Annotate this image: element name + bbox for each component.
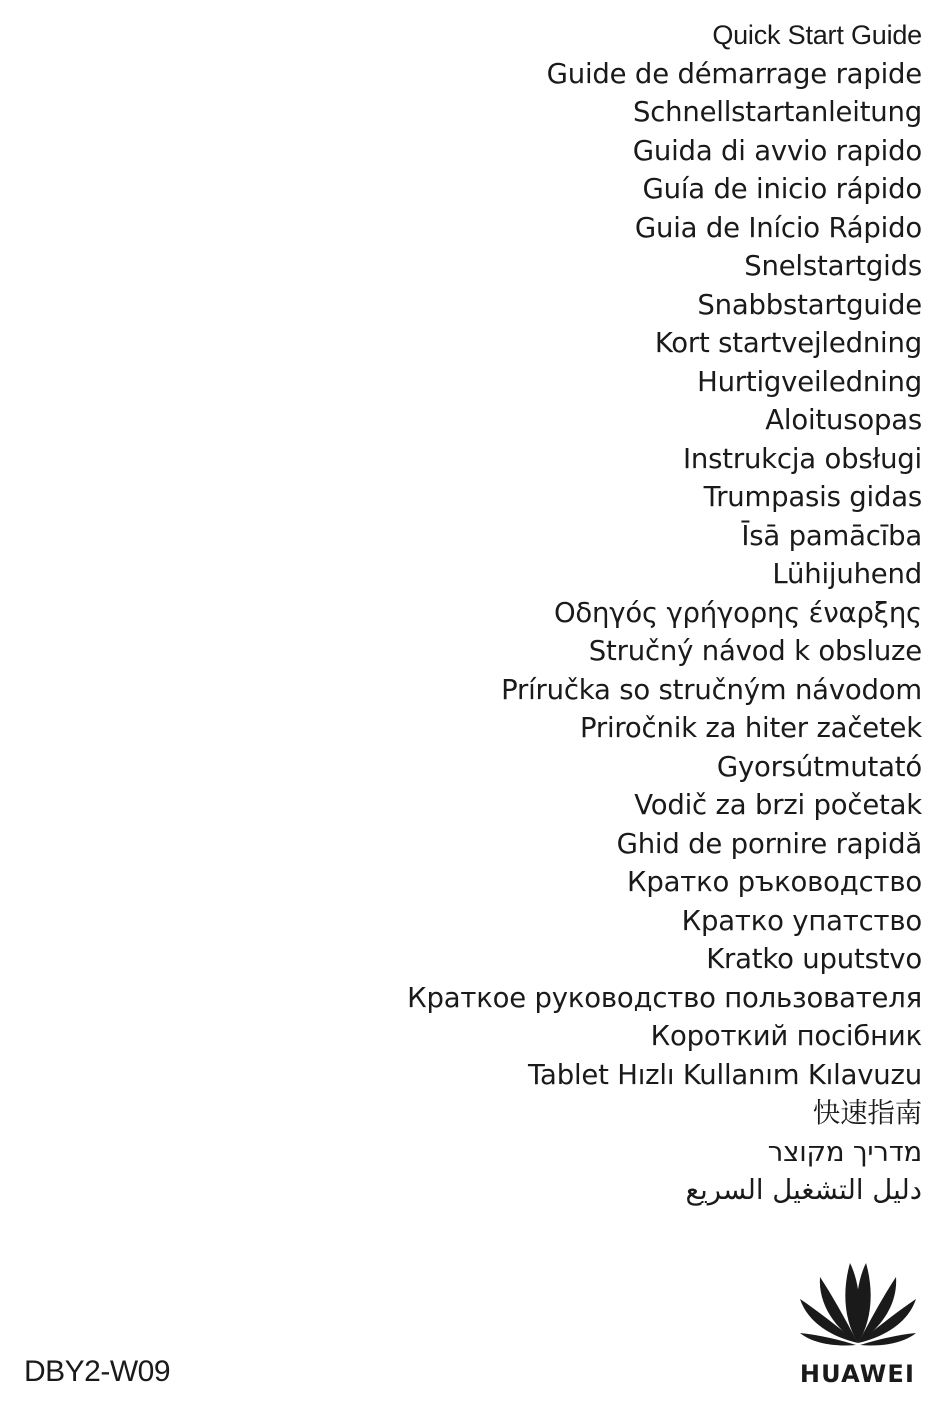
title-serbian: Kratko uputstvo — [706, 943, 922, 975]
title-estonian: Lühijuhend — [772, 558, 922, 590]
model-number: DBY2-W09 — [24, 1355, 171, 1388]
title-english: Quick Start Guide — [712, 20, 922, 50]
guide-title-list — [22, 16, 922, 1210]
title-macedonian: Кратко упатство — [681, 904, 922, 937]
title-german: Schnellstartanleitung — [632, 96, 922, 128]
title-arabic — [22, 1171, 922, 1210]
title-hebrew-text: מדריך מקוצר — [767, 1135, 922, 1168]
brand-name: HUAWEI — [799, 1360, 916, 1388]
title-hebrew — [22, 1133, 922, 1172]
title-dutch: Snelstartgids — [744, 250, 922, 282]
title-danish: Kort startvejledning — [654, 327, 922, 359]
title-finnish: Aloitusopas — [765, 404, 922, 436]
title-czech: Stručný návod k obsluze — [588, 635, 922, 667]
title-chinese: 快速指南 — [812, 1097, 922, 1129]
brand-logo — [795, 1258, 920, 1388]
title-french: Guide de démarrage rapide — [546, 57, 922, 90]
title-bulgarian: Кратко ръководство — [627, 866, 922, 898]
title-russian: Краткое руководство пользователя — [407, 981, 922, 1014]
title-spanish: Guía de inicio rápido — [642, 173, 922, 205]
title-portuguese: Guia de Início Rápido — [634, 211, 922, 244]
title-slovenian: Priročnik za hiter začetek — [579, 712, 922, 744]
title-croatian: Vodič za brzi početak — [634, 789, 922, 821]
title-ukrainian: Короткий посібник — [650, 1020, 922, 1052]
title-romanian: Ghid de pornire rapidă — [616, 827, 922, 860]
title-greek: Οδηγός γρήγορης έναρξης — [553, 596, 922, 629]
title-polish: Instrukcja obsługi — [682, 442, 922, 475]
title-italian: Guida di avvio rapido — [632, 134, 922, 167]
title-lithuanian: Trumpasis gidas — [703, 481, 922, 513]
title-swedish: Snabbstartguide — [697, 288, 922, 321]
title-turkish: Tablet Hızlı Kullanım Kılavuzu — [528, 1058, 922, 1091]
huawei-flower-logo-icon — [798, 1258, 918, 1348]
title-latvian: Īsā pamācība — [741, 519, 922, 552]
title-hungarian: Gyorsútmutató — [716, 750, 922, 783]
title-norwegian: Hurtigveiledning — [697, 365, 922, 398]
title-arabic-text: دليل التشغيل السريع — [685, 1174, 922, 1206]
title-slovak: Príručka so stručným návodom — [501, 673, 922, 706]
